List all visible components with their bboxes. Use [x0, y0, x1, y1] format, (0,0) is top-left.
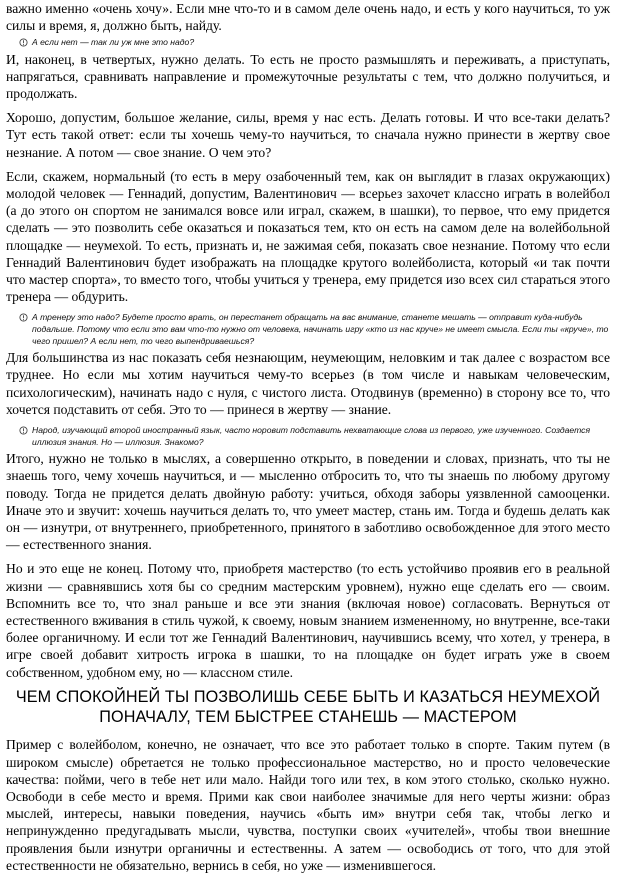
margin-note — [6, 425, 610, 448]
paragraph: И, наконец, в четвертых, нужно делать. То есть не просто размышлять и переживать, а приступать, напрягаться, сравнивать направление и промежуточные результаты с тем, что должно получиться, и продолжать. — [6, 51, 610, 101]
margin-note — [6, 312, 610, 347]
note-marker-icon — [19, 313, 28, 322]
note-marker-icon — [19, 426, 28, 435]
paragraph: Если, скажем, нормальный (то есть в меру озабоченный тем, как он выглядит в глазах окружающих) молодой человек — Геннадий, допустим, Валентинович — всерьез захочет классно играть в волейбол (а до этого он спортом не занимался вовсе или играл, скажем, в шашки), то первое, что ему придется сделать — это позволить себе оказаться и показаться тем, кто он есть на самом деле на волейбольной площадке — неумехой. То есть, признать и, не зажимая себя, показать свое незнание. Потому что если Геннадий Валентинович будет изображать на площадке крутого волейболиста, который «и так почти что мастер спорта», то вместо того, чтобы учиться у тренера, ему придется изо всех сил стараться этого тренера — обдурить. — [6, 168, 610, 305]
margin-note — [6, 37, 610, 49]
paragraph: Для большинства из нас показать себя незнающим, неумеющим, неловким и так далее с возрастом все труднее. Но если мы хотим научиться чему-то всерьез (в том числе и навыкам человеческим, психологическим), начинать надо с нуля, с чистого листа. Отодвинув (временно) в сторону все то, что хочется подставить от себя. Это то — принеся в жертву — знание. — [6, 350, 610, 417]
continued-paragraph: важно именно «очень хочу». Если мне что-то и в самом деле очень надо, и есть у кого научиться, то уж силы и время, я, должно быть, найду. — [6, 1, 610, 34]
section-heading: ЧЕМ СПОКОЙНЕЙ ТЫ ПОЗВОЛИШЬ СЕБЕ БЫТЬ И КАЗАТЬСЯ НЕУМЕХОЙ ПОНАЧАЛУ, ТЕМ БЫСТРЕЕ СТАНЕШЬ — МАСТЕРОМ — [15, 687, 601, 726]
note-text: А если нет — так ли уж мне это надо? — [32, 37, 195, 47]
note-marker-icon — [19, 38, 28, 47]
paragraph: Но и это еще не конец. Потому что, приобретя мастерство (то есть устойчиво проявив его в реальной жизни — сравнявшись хотя бы со средним мастерским уровнем), нужно еще сделать его — своим. Вспомнить все то, что знал раньше и все эти знания (включая новое) согласовать. Вернуться от естественного вживания в стиль чужой, к своему, новым знанием измененному, но внутренне, все-таки более органичному. И если тот же Геннадий Валентинович, научившись всему, что хотел, у тренера, в игре своей добавит хитрость игрока в шашки, то на площадке он будет играть уже в своем собственном, удобном ему, но — классном стиле. — [6, 561, 610, 680]
paragraph: Итого, нужно не только в мыслях, а совершенно открыто, в поведении и словах, признать, что ты не знаешь того, чему хочешь научиться, и — мысленно отбросить то, что ты знаешь по любому другому поводу. Тогда не придется делать двойную работу: учиться, обходя заборы уязвленной самооценки. Иначе это и звучит: хочешь научиться делать то, что умеет мастер, стань им. Тогда и будешь делать как он — изнутри, от внутреннего, приобретенного, принятого в заботливо освобожденное для этого место — естественного знания. — [6, 451, 610, 553]
note-text: А тренеру это надо? Будете просто врать, он перестанет обращать на вас внимание, станете мешать — отправит куда-нибудь подальше. Потому что если это вам что-то нужно от человека, начинать игру «кто из нас круче» не имеет смысла. Если ты «круче», то чего пришел? А если нет, то чего выпендриваешься? — [32, 312, 609, 346]
paragraph: Пример с волейболом, конечно, не означает, что все это работает только в спорте. Таким путем (в широком смысле) обретается не только профессиональное мастерство, но и просто человеческие качества: пойми, чего в тебе нет или мало. Найди того или тех, в ком этого столько, сколько нужно. Освободи в себе место и время. Прими как свои наиболее значимые для него черты жизни: образ мыслей, интересы, навыки поведения, научись «быть им» внутри себя так, чтобы легко и непринужденно предугадывать мысли, чувства, поступки своих «учителей», чтобы твои внешние проявления были изнутри органичны и естественны. А затем — освободись от того, что для этой естественности не обязательно, вернись в себя, но уже — изменившегося. — [6, 737, 610, 873]
note-text: Народ, изучающий второй иностранный язык, часто норовит подставить нехватающие слова из первого, уже изученного. Создается иллюзия знания. Но — иллюзия. Знакомо? — [32, 425, 591, 447]
paragraph: Хорошо, допустим, большое желание, силы, время у нас есть. Делать готовы. И что все-таки делать? Тут есть такой ответ: если ты хочешь чему-то научиться, то сначала нужно принести в жертву свое незнание. А потом — свое знание. О чем это? — [6, 110, 610, 160]
